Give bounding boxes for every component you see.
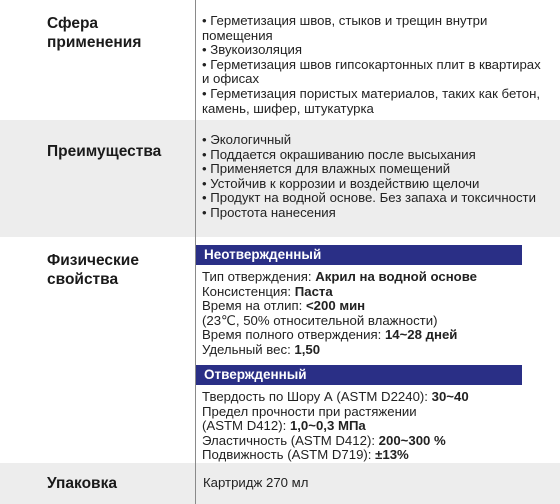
divider-line (195, 237, 196, 463)
list-item: • Звукоизоляция (202, 43, 546, 58)
list-item: • Простота нанесения (202, 206, 546, 221)
prop-line: Тип отверждения: Акрил на водной основе (202, 269, 478, 284)
row-physical (0, 237, 560, 463)
prop-line: Твердость по Шору А (ASTM D2240): 30~40 (202, 389, 469, 404)
divider-line (195, 0, 196, 120)
list-item: • Поддается окрашиванию после высыхания (202, 148, 546, 163)
prop-line: Предел прочности при растяжении (202, 403, 417, 419)
list-item: • Герметизация пористых материалов, таких как бетон, камень, шифер, штукатурка (202, 87, 546, 116)
prop-line: Эластичность (ASTM D412): 200~300 % (202, 432, 446, 448)
cured-header: Отвержденный (196, 365, 522, 385)
list-item: • Применяется для влажных помещений (202, 162, 546, 177)
prop-line: (ASTM D412): 1,0~0,3 МПа (202, 418, 366, 434)
row-label-packaging: Упаковка (47, 475, 117, 492)
prop-line: Время полного отверждения: 14~28 дней (202, 327, 458, 343)
prop-line: (23℃, 50% относительной влажности) (202, 312, 438, 328)
cured-props (202, 390, 532, 463)
prop-line: Удельный вес: 1,50 (202, 341, 321, 357)
list-item: • Продукт на водной основе. Без запаха и токсичности (202, 191, 546, 206)
list-item: • Герметизация швов, стыков и трещин внутри помещения (202, 14, 546, 43)
application-list (202, 14, 546, 116)
row-label-advantages: Преимущества (47, 143, 162, 160)
list-item: • Экологичный (202, 133, 546, 148)
row-application (0, 0, 560, 120)
row-label-physical: Физические свойства (47, 252, 139, 288)
uncured-props (202, 270, 532, 358)
list-item: • Устойчив к коррозии и воздействию щелочи (202, 177, 546, 192)
prop-line: Подвижность (ASTM D719): ±13% (202, 447, 409, 463)
packaging-value: Картридж 270 мл (203, 475, 309, 490)
prop-line: Консистенция: Паста (202, 283, 333, 299)
prop-line: Время на отлип: <200 мин (202, 298, 366, 314)
advantages-list (202, 133, 546, 221)
row-label-application: Сфера применения (47, 15, 142, 51)
divider-line (195, 120, 196, 237)
row-packaging (0, 463, 560, 504)
divider-line (195, 463, 196, 504)
row-advantages (0, 120, 560, 237)
list-item: • Герметизация швов гипсокартонных плит в квартирах и офисах (202, 58, 546, 87)
uncured-header: Неотвержденный (196, 245, 522, 265)
